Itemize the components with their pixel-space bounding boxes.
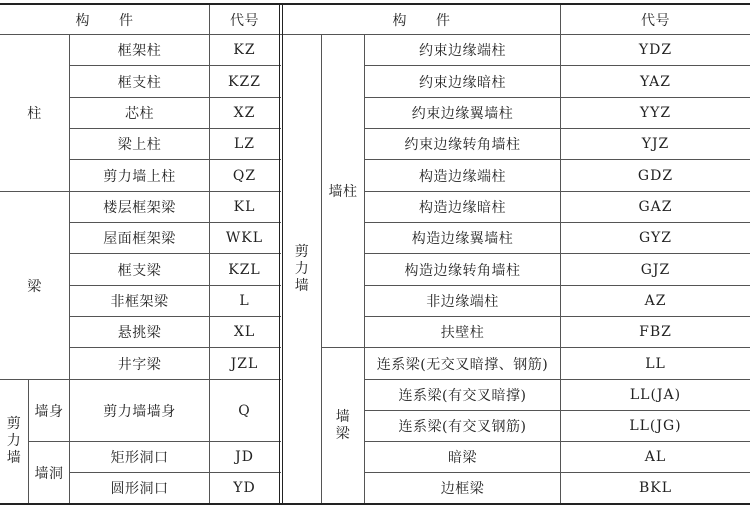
group-label-jianliqiang-left <box>0 380 28 503</box>
left-row-code: XZ <box>233 105 256 121</box>
vertical-char: 墙 <box>335 408 351 425</box>
header-right-component: 构 件 <box>392 12 451 29</box>
right-row-code: LL <box>645 355 666 372</box>
right-row-code: AZ <box>644 293 667 309</box>
left-row-name: 剪力墙墙身 <box>103 403 176 420</box>
left-row-name: 非框架梁 <box>110 294 169 310</box>
left-row-name: 矩形洞口 <box>110 450 169 466</box>
group-label-qiangzhu: 墙柱 <box>328 184 358 200</box>
right-row-code: GYZ <box>639 230 672 246</box>
center-double-line <box>279 5 280 503</box>
right-row-code: GDZ <box>637 167 674 184</box>
right-row-name: 构造边缘转角墙柱 <box>404 262 521 279</box>
left-row-name: 剪力墙上柱 <box>103 168 176 185</box>
vertical-char: 剪 <box>6 416 22 432</box>
group-label-jianliqiang-right <box>283 35 321 503</box>
right-row-name: 构造边缘翼墙柱 <box>411 231 514 247</box>
vertical-char: 墙 <box>294 277 310 294</box>
header-left-code: 代号 <box>230 12 259 29</box>
left-row-name: 悬挑梁 <box>117 325 162 341</box>
left-row-code: L <box>239 293 250 309</box>
group-label-qiangshen: 墙身 <box>34 403 64 420</box>
left-row-code: JD <box>235 449 254 465</box>
right-row-code: GAZ <box>638 199 673 215</box>
right-row-code: AL <box>644 449 667 465</box>
left-row-name: 芯柱 <box>125 106 154 122</box>
left-row-name: 框支柱 <box>117 74 162 91</box>
right-row-name: 非边缘端柱 <box>426 294 499 310</box>
left-row-name: 梁上柱 <box>117 137 162 153</box>
left-row-code: YD <box>233 480 256 496</box>
left-row-name: 屋面框架梁 <box>103 231 176 247</box>
right-row-name: 约束边缘端柱 <box>419 43 506 59</box>
right-row-name: 构造边缘暗柱 <box>419 200 506 216</box>
left-row-code: KZ <box>233 42 256 58</box>
right-row-code: YYZ <box>639 105 672 121</box>
right-row-code: FBZ <box>639 324 672 340</box>
left-row-code: KZL <box>228 261 261 278</box>
right-row-name: 约束边缘转角墙柱 <box>404 137 521 153</box>
group-label-zhu: 柱 <box>27 106 42 122</box>
right-row-name: 约束边缘翼墙柱 <box>411 106 514 122</box>
table-bottom-border <box>0 503 750 505</box>
right-row-code: LL(JG) <box>629 418 682 434</box>
left-row-code: QZ <box>232 167 257 184</box>
right-row-code: YDZ <box>638 42 673 58</box>
right-row-name: 暗梁 <box>448 450 477 466</box>
vertical-char: 梁 <box>335 425 351 442</box>
group-label-qiangdong: 墙洞 <box>34 465 64 482</box>
group-label-qiangliang <box>322 348 364 503</box>
left-row-code: XL <box>233 324 256 340</box>
left-row-code: KZZ <box>228 73 261 90</box>
right-row-code: LL(JA) <box>629 387 682 403</box>
left-row-code: JZL <box>230 355 259 372</box>
vertical-char: 力 <box>294 260 310 277</box>
left-row-code: LZ <box>233 136 256 152</box>
right-row-code: YAZ <box>640 73 671 90</box>
right-row-name: 连系梁(无交叉暗撑、钢筋) <box>376 356 549 373</box>
header-right-code: 代号 <box>641 12 670 29</box>
right-row-name: 边框梁 <box>440 481 485 497</box>
left-row-name: 圆形洞口 <box>110 481 169 497</box>
right-row-name: 连系梁(有交叉钢筋) <box>398 419 527 435</box>
right-row-name: 构造边缘端柱 <box>419 168 506 185</box>
left-row-code: Q <box>238 402 251 419</box>
vertical-char: 剪 <box>294 243 310 260</box>
right-row-name: 扶壁柱 <box>440 325 485 341</box>
left-row-code: KL <box>233 199 256 215</box>
left-row-name: 井字梁 <box>117 356 162 373</box>
left-row-code: WKL <box>225 230 264 246</box>
right-row-code: BKL <box>638 480 673 496</box>
right-row-name: 连系梁(有交叉暗撑) <box>398 388 527 404</box>
header-left-component: 构 件 <box>75 12 134 29</box>
vertical-char: 墙 <box>6 450 22 466</box>
vertical-char: 力 <box>6 433 22 449</box>
right-row-code: GJZ <box>640 261 671 278</box>
left-row-name: 楼层框架梁 <box>103 200 176 216</box>
right-row-name: 约束边缘暗柱 <box>419 74 506 91</box>
left-row-name: 框架柱 <box>117 43 162 59</box>
right-row-code: YJZ <box>641 136 670 152</box>
left-row-name: 框支梁 <box>117 262 162 279</box>
group-label-liang: 梁 <box>27 278 42 295</box>
